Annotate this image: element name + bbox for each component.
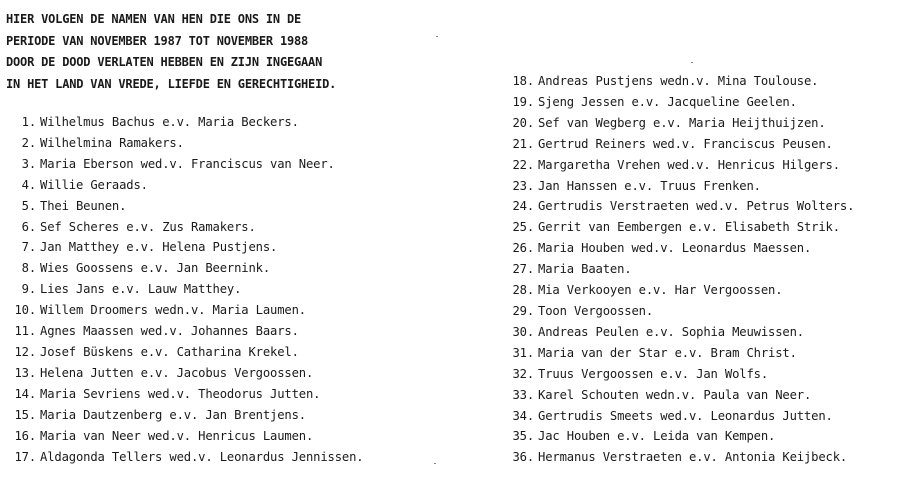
item-number: 23.	[512, 178, 534, 193]
item-name: Thei Beunen.	[40, 198, 127, 213]
item-name: Jac Houben e.v. Leida van Kempen.	[538, 429, 776, 444]
list-item	[506, 113, 854, 134]
list-item	[8, 112, 363, 133]
list-item	[506, 134, 854, 155]
item-number: 25.	[512, 220, 534, 235]
list-item	[506, 447, 854, 468]
item-name: Jan Hanssen e.v. Truus Frenken.	[538, 178, 761, 193]
item-number: 16.	[14, 428, 36, 443]
item-number: 2.	[21, 135, 36, 150]
item-number: 11.	[14, 324, 36, 339]
list-item	[506, 217, 854, 238]
list-item	[506, 426, 854, 447]
item-number: 5.	[21, 198, 36, 213]
item-name: Josef Büskens e.v. Catharina Krekel.	[40, 344, 299, 359]
list-item	[506, 280, 854, 301]
item-number: 29.	[512, 303, 534, 318]
list-item	[506, 259, 854, 280]
list-item	[8, 300, 363, 321]
scan-speck	[436, 36, 438, 37]
item-name: Maria Baaten.	[538, 262, 632, 277]
list-item	[506, 385, 854, 406]
item-name: Maria Houben wed.v. Leonardus Maessen.	[538, 241, 812, 256]
item-number: 36.	[512, 450, 534, 465]
list-item	[8, 175, 363, 196]
list-item	[8, 342, 363, 363]
list-item	[506, 322, 854, 343]
item-name: Margaretha Vrehen wed.v. Henricus Hilgers.	[538, 157, 840, 172]
item-number: 14.	[14, 386, 36, 401]
item-number: 21.	[512, 136, 534, 151]
item-number: 34.	[512, 408, 534, 423]
item-number: 12.	[14, 344, 36, 359]
item-name: Maria Eberson wed.v. Franciscus van Neer.	[40, 156, 335, 171]
list-item	[8, 363, 363, 384]
item-name: Wilhelmus Bachus e.v. Maria Beckers.	[40, 115, 299, 129]
item-name: Sjeng Jessen e.v. Jacqueline Geelen.	[538, 94, 797, 109]
item-name: Jan Matthey e.v. Helena Pustjens.	[40, 240, 278, 255]
item-name: Andreas Peulen e.v. Sophia Meuwissen.	[538, 324, 804, 339]
item-name: Mia Verkooyen e.v. Har Vergoossen.	[538, 283, 783, 298]
item-name: Helena Jutten e.v. Jacobus Vergoossen.	[40, 365, 314, 380]
left-name-list	[8, 112, 363, 467]
item-name: Hermanus Verstraeten e.v. Antonia Keijbeck.	[538, 450, 848, 465]
list-item	[506, 238, 854, 259]
item-name: Wilhelmina Ramakers.	[40, 135, 184, 150]
item-name: Sef van Wegberg e.v. Maria Heijthuijzen.	[538, 115, 826, 130]
item-number: 15.	[14, 407, 36, 422]
item-name: Gertrudis Verstraeten wed.v. Petrus Wolters.	[538, 199, 855, 214]
list-item	[506, 155, 854, 176]
item-name: Maria Dautzenberg e.v. Jan Brentjens.	[40, 407, 306, 422]
item-number: 35.	[512, 429, 534, 444]
list-item	[506, 343, 854, 364]
item-number: 31.	[512, 345, 534, 360]
item-number: 27.	[512, 262, 534, 277]
list-item	[8, 426, 363, 447]
item-name: Maria Sevriens wed.v. Theodorus Jutten.	[40, 386, 321, 401]
item-number: 7.	[21, 240, 36, 255]
item-name: Gerrit van Eembergen e.v. Elisabeth Strik.	[538, 220, 840, 235]
item-number: 3.	[21, 156, 36, 171]
item-number: 1.	[21, 115, 36, 129]
heading-line: PERIODE VAN NOVEMBER 1987 TOT NOVEMBER 1988	[6, 33, 309, 48]
item-number: 33.	[512, 387, 534, 402]
list-item	[506, 92, 854, 113]
item-number: 9.	[21, 282, 36, 297]
right-name-list	[506, 71, 854, 468]
list-item	[506, 364, 854, 385]
item-name: Maria van der Star e.v. Bram Christ.	[538, 345, 797, 360]
item-number: 19.	[512, 94, 534, 109]
item-number: 6.	[21, 219, 36, 234]
item-number: 32.	[512, 366, 534, 381]
item-number: 18.	[512, 74, 534, 88]
document-heading	[6, 9, 336, 95]
list-item	[8, 217, 363, 238]
scan-speck	[691, 62, 693, 63]
item-name: Truus Vergoossen e.v. Jan Wolfs.	[538, 366, 768, 381]
item-number: 28.	[512, 283, 534, 298]
item-number: 26.	[512, 241, 534, 256]
item-name: Aldagonda Tellers wed.v. Leonardus Jennissen.	[40, 449, 364, 464]
item-name: Gertrudis Smeets wed.v. Leonardus Jutten.	[538, 408, 833, 423]
item-number: 22.	[512, 157, 534, 172]
item-name: Maria van Neer wed.v. Henricus Laumen.	[40, 428, 314, 443]
item-number: 30.	[512, 324, 534, 339]
item-number: 13.	[14, 365, 36, 380]
item-name: Lies Jans e.v. Lauw Matthey.	[40, 282, 242, 297]
list-item	[8, 133, 363, 154]
list-item	[506, 196, 854, 217]
item-name: Karel Schouten wedn.v. Paula van Neer.	[538, 387, 812, 402]
heading-line: HIER VOLGEN DE NAMEN VAN HEN DIE ONS IN DE	[6, 12, 302, 26]
item-name: Toon Vergoossen.	[538, 303, 653, 318]
list-item	[8, 405, 363, 426]
item-number: 10.	[14, 303, 36, 318]
item-name: Willem Droomers wedn.v. Maria Laumen.	[40, 303, 306, 318]
list-item	[506, 71, 854, 92]
item-name: Agnes Maassen wed.v. Johannes Baars.	[40, 324, 299, 339]
list-item	[8, 321, 363, 342]
list-item	[506, 301, 854, 322]
item-number: 8.	[21, 261, 36, 276]
list-item	[8, 237, 363, 258]
list-item	[506, 176, 854, 197]
list-item	[8, 447, 363, 468]
list-item	[8, 196, 363, 217]
heading-line: IN HET LAND VAN VREDE, LIEFDE EN GERECHTIGHEID.	[6, 76, 337, 91]
item-number: 4.	[21, 177, 36, 192]
list-item	[8, 384, 363, 405]
item-number: 20.	[512, 115, 534, 130]
item-name: Sef Scheres e.v. Zus Ramakers.	[40, 219, 256, 234]
list-item	[8, 279, 363, 300]
item-name: Wies Goossens e.v. Jan Beernink.	[40, 261, 270, 276]
list-item	[8, 154, 363, 175]
item-name: Gertrud Reiners wed.v. Franciscus Peusen.	[538, 136, 833, 151]
item-number: 17.	[14, 449, 36, 464]
scan-speck	[434, 463, 436, 464]
item-name: Andreas Pustjens wedn.v. Mina Toulouse.	[538, 74, 819, 88]
heading-line: DOOR DE DOOD VERLATEN HEBBEN EN ZIJN INGEGAAN	[6, 55, 323, 69]
item-number: 24.	[512, 199, 534, 214]
list-item	[8, 258, 363, 279]
item-name: Willie Geraads.	[40, 177, 148, 192]
list-item	[506, 406, 854, 427]
